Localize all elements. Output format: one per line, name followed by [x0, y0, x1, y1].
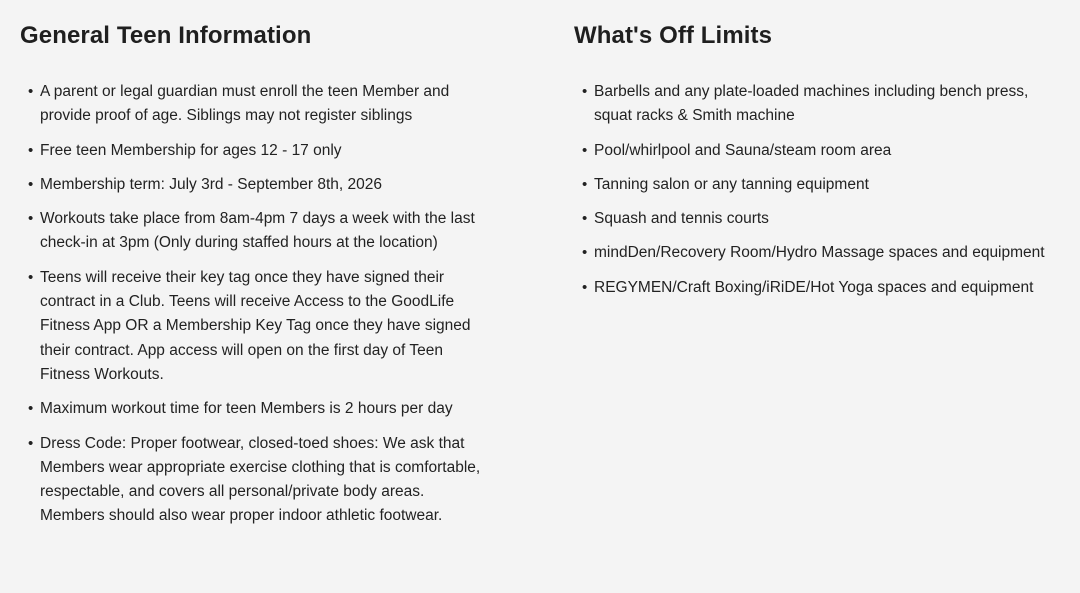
list-item [574, 139, 1064, 163]
off-limits-section [574, 20, 1064, 310]
list-item-text: Workouts take place from 8am-4pm 7 days a week with the last check-in at 3pm (Only during staffed hours at the location) [40, 210, 475, 252]
list-item-text: REGYMEN/Craft Boxing/iRiDE/Hot Yoga spaces and equipment [594, 278, 1034, 296]
bullet-icon: • [582, 83, 588, 100]
list-item-text: Membership term: July 3rd - September 8th, 2026 [40, 175, 383, 193]
section-heading: General Teen Information [20, 22, 312, 49]
bullet-icon: • [28, 83, 34, 100]
bullet-icon: • [28, 400, 34, 418]
teen-info-list [20, 80, 490, 529]
bullet-icon: • [28, 175, 34, 193]
list-item-text: Dress Code: Proper footwear, closed-toed shoes: We ask that Members wear appropriate exercise clothing that is comfortable, respectable, and covers all personal/private body areas. Members should also wear proper indoor athletic footwear. [40, 434, 481, 525]
list-item [574, 276, 1064, 300]
list-item-text: Tanning salon or any tanning equipment [594, 175, 869, 193]
bullet-icon: • [582, 210, 588, 228]
list-item-text: Pool/whirlpool and Sauna/steam room area [594, 141, 892, 159]
section-heading: What's Off Limits [574, 22, 773, 49]
bullet-icon: • [582, 244, 588, 262]
list-item [574, 80, 1064, 129]
off-limits-list [574, 80, 1064, 300]
list-item [574, 207, 1064, 231]
list-item [574, 173, 1064, 197]
list-item-text: Teens will receive their key tag once they have signed their contract in a Club. Teens will receive Access to the GoodLife Fitness App OR a Membership Key Tag once they have signed their contract. App access will open on the first day of Teen Fitness Workouts. [40, 268, 471, 383]
list-item [574, 241, 1064, 265]
list-item [20, 432, 490, 529]
list-item-text: Free teen Membership for ages 12 - 17 only [40, 141, 342, 159]
bullet-icon: • [28, 268, 34, 286]
bullet-icon: • [582, 278, 588, 296]
list-item-text: Squash and tennis courts [594, 210, 769, 228]
list-item-text: mindDen/Recovery Room/Hydro Massage spaces and equipment [594, 244, 1045, 262]
list-item [20, 139, 490, 163]
bullet-icon: • [582, 141, 588, 159]
list-item [20, 207, 490, 256]
list-item-text: Maximum workout time for teen Members is 2 hours per day [40, 400, 453, 418]
list-item [20, 266, 490, 387]
list-item-text: A parent or legal guardian must enroll the teen Member and provide proof of age. Siblings may not register siblings [40, 83, 450, 125]
list-item [20, 80, 490, 129]
list-item [20, 173, 490, 197]
bullet-icon: • [28, 141, 34, 159]
bullet-icon: • [582, 175, 588, 193]
list-item-text: Barbells and any plate-loaded machines including bench press, squat racks & Smith machine [594, 83, 1029, 125]
bullet-icon: • [28, 210, 34, 228]
general-teen-information-section [20, 20, 490, 539]
list-item [20, 397, 490, 421]
bullet-icon: • [28, 434, 34, 452]
